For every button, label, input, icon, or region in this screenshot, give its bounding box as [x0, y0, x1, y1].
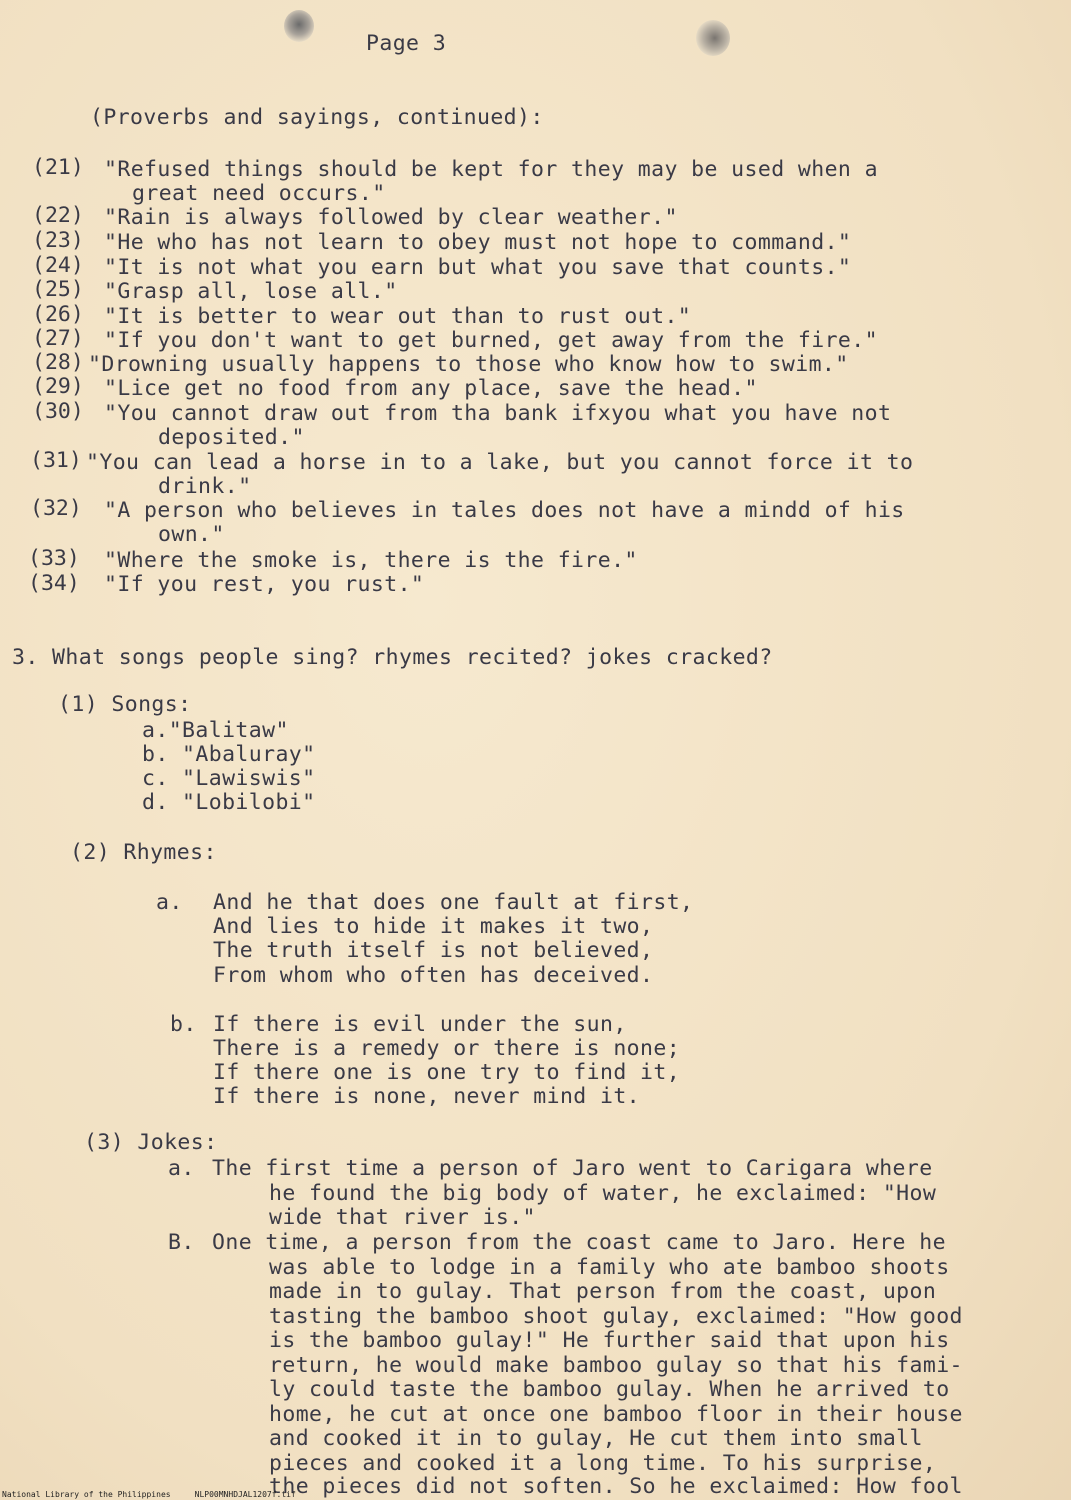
proverb-number: (26)	[32, 302, 84, 327]
archive-footer: National Library of the Philippines NLP00MNHDJAL1207f.tif	[2, 1490, 296, 1499]
joke-line: and cooked it in to gulay, He cut them into small	[269, 1426, 923, 1451]
joke-line: return, he would make bamboo gulay so that his fami-	[269, 1353, 963, 1378]
proverb-text-cont: great need occurs."	[132, 181, 386, 206]
proverb-number: (29)	[32, 374, 84, 399]
song-item: d. "Lobilobi"	[142, 790, 316, 815]
proverb-number: (31)	[30, 448, 82, 473]
proverb-text: "A person who believes in tales does not have a mindd of his	[104, 498, 905, 523]
joke-line: pieces and cooked it a long time. To his surprise,	[269, 1451, 937, 1476]
proverb-text: "Refused things should be kept for they may be used when a	[104, 157, 878, 182]
joke-marker: a.	[168, 1156, 195, 1181]
rhyme-marker: b.	[170, 1012, 197, 1037]
proverb-text: "If you rest, you rust."	[104, 572, 425, 597]
joke-line: ly could taste the bamboo gulay. When he arrived to	[269, 1377, 950, 1402]
joke-line: made in to gulay. That person from the coast, upon	[269, 1279, 937, 1304]
joke-line: wide that river is."	[269, 1205, 536, 1230]
rhyme-line: The truth itself is not believed,	[213, 938, 654, 963]
rhymes-label: (2) Rhymes:	[70, 840, 217, 865]
proverb-number: (33)	[28, 546, 80, 571]
jokes-label: (3) Jokes:	[84, 1130, 218, 1155]
joke-line: he found the big body of water, he exclaimed: "How	[269, 1181, 937, 1206]
joke-line: the pieces did not soften. So he exclaimed: How fool	[269, 1474, 963, 1499]
proverb-text: "You can lead a horse in to a lake, but you cannot force it to	[86, 450, 914, 475]
proverb-text: "Rain is always followed by clear weather."	[104, 205, 678, 230]
proverb-number: (32)	[30, 496, 82, 521]
section-heading: (Proverbs and sayings, continued):	[90, 105, 544, 130]
question-3: 3. What songs people sing? rhymes recited? jokes cracked?	[12, 645, 773, 670]
rhyme-marker: a.	[156, 890, 183, 915]
song-item: b. "Abaluray"	[142, 742, 316, 767]
proverb-text: "Drowning usually happens to those who know how to swim."	[88, 352, 849, 377]
joke-marker: B.	[168, 1230, 195, 1255]
rhyme-line: If there one is one try to find it,	[213, 1060, 681, 1085]
rhyme-line: And he that does one fault at first,	[213, 890, 694, 915]
rhyme-line: There is a remedy or there is none;	[213, 1036, 681, 1061]
proverb-text: "It is not what you earn but what you save that counts."	[104, 255, 852, 280]
song-item: a."Balitaw"	[142, 718, 289, 743]
proverb-number: (27)	[32, 326, 84, 351]
proverb-text: "Where the smoke is, there is the fire."	[104, 548, 638, 573]
songs-label: (1) Songs:	[58, 692, 192, 717]
joke-line: The first time a person of Jaro went to Carigara where	[212, 1156, 933, 1181]
proverb-text: "Grasp all, lose all."	[104, 279, 398, 304]
proverb-text: "You cannot draw out from tha bank ifxyou what you have not	[104, 401, 892, 426]
proverb-number: (30)	[32, 399, 84, 424]
rhyme-line: From whom who often has deceived.	[213, 963, 654, 988]
proverb-text: "He who has not learn to obey must not hope to command."	[104, 230, 852, 255]
proverb-number: (23)	[32, 228, 84, 253]
proverb-text-cont: deposited."	[158, 425, 305, 450]
proverb-number: (22)	[32, 203, 84, 228]
rhyme-line: If there is evil under the sun,	[213, 1012, 627, 1037]
punch-hole-left	[284, 10, 314, 42]
proverb-text-cont: own."	[158, 522, 225, 547]
proverb-text: "Lice get no food from any place, save the head."	[104, 376, 758, 401]
proverb-number: (34)	[28, 571, 80, 596]
rhyme-line: And lies to hide it makes it two,	[213, 914, 654, 939]
proverb-text-cont: drink."	[158, 474, 252, 499]
joke-line: home, he cut at once one bamboo floor in their house	[269, 1402, 963, 1427]
rhyme-line: If there is none, never mind it.	[213, 1084, 641, 1109]
proverb-text: "If you don't want to get burned, get away from the fire."	[104, 328, 878, 353]
proverb-number: (25)	[32, 277, 84, 302]
proverb-number: (21)	[32, 155, 84, 180]
joke-line: One time, a person from the coast came to Jaro. Here he	[212, 1230, 946, 1255]
proverb-number: (24)	[32, 253, 84, 278]
page-number: Page 3	[366, 31, 447, 56]
song-item: c. "Lawiswis"	[142, 766, 316, 791]
joke-line: tasting the bamboo shoot gulay, exclaimed: "How good	[269, 1304, 963, 1329]
joke-line: is the bamboo gulay!" He further said that upon his	[269, 1328, 950, 1353]
punch-hole-right	[696, 20, 730, 56]
joke-line: was able to lodge in a family who ate bamboo shoots	[269, 1255, 950, 1280]
proverb-number: (28)	[32, 350, 84, 375]
proverb-text: "It is better to wear out than to rust out."	[104, 304, 692, 329]
